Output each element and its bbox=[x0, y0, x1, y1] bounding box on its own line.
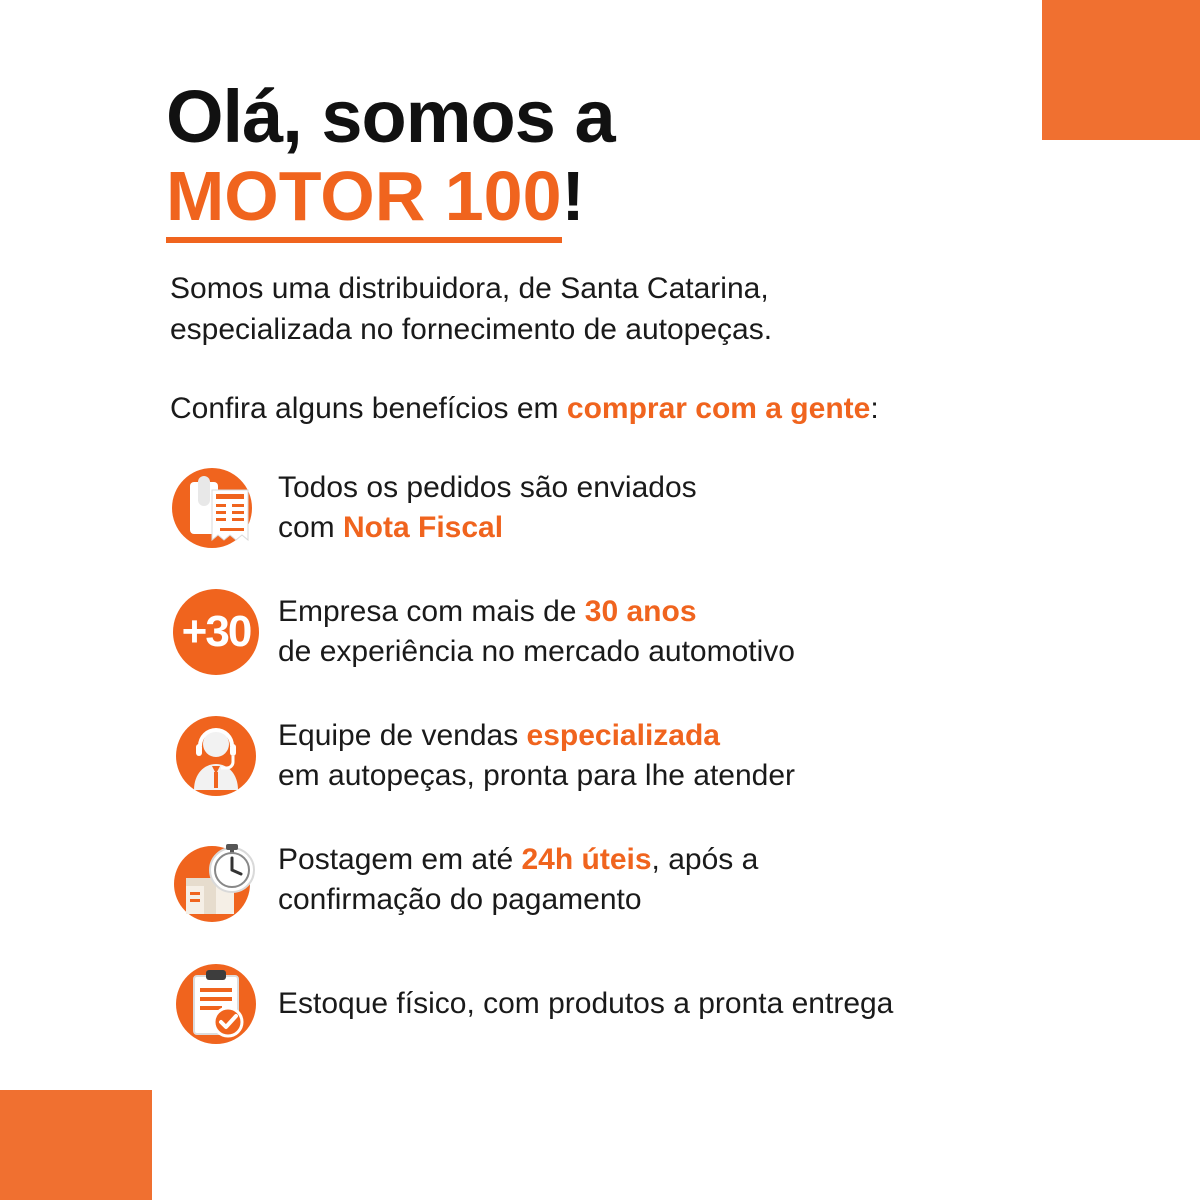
badge-circle bbox=[173, 589, 259, 675]
benefit-text bbox=[266, 984, 893, 1024]
decorative-corner-bottom-left bbox=[0, 1090, 152, 1200]
benefits-lead-prefix: Confira alguns benefícios em bbox=[170, 392, 567, 426]
headset-agent-icon bbox=[166, 708, 266, 804]
benefit-line-2: em autopeças, pronta para lhe atender bbox=[278, 759, 796, 793]
list-item bbox=[166, 584, 1096, 680]
receipt-icon bbox=[166, 460, 266, 556]
benefit-line-2-highlight: Nota Fiscal bbox=[343, 511, 504, 545]
benefit-line-1: Estoque físico, com produtos a pronta entrega bbox=[278, 987, 894, 1021]
benefit-line-1-prefix: Postagem em até bbox=[278, 843, 522, 877]
benefit-line-1-highlight: especializada bbox=[526, 719, 720, 753]
brand-exclamation: ! bbox=[561, 157, 585, 235]
benefits-lead bbox=[170, 392, 1096, 426]
page-title-line-2 bbox=[166, 157, 1096, 235]
benefit-text bbox=[266, 716, 795, 796]
benefit-line-1-highlight: 30 anos bbox=[584, 595, 697, 629]
benefit-line-1-highlight: 24h úteis bbox=[521, 843, 652, 877]
badge-label: +30 bbox=[181, 607, 251, 657]
intro-line-1: Somos uma distribuidora, de Santa Catarina, bbox=[170, 271, 769, 305]
benefit-line-2: confirmação do pagamento bbox=[278, 883, 642, 917]
benefit-text bbox=[266, 592, 795, 672]
benefit-text bbox=[266, 468, 697, 548]
benefit-line-2-prefix: com bbox=[278, 511, 344, 545]
benefit-line-1: Todos os pedidos são enviados bbox=[278, 471, 697, 505]
benefit-text bbox=[266, 840, 758, 920]
benefit-line-1-prefix: Equipe de vendas bbox=[278, 719, 527, 753]
plus-30-badge-icon bbox=[166, 589, 266, 675]
list-item bbox=[166, 460, 1096, 556]
benefit-line-1-suffix: , após a bbox=[651, 843, 759, 877]
box-stopwatch-icon bbox=[166, 832, 266, 928]
benefit-line-1-prefix: Empresa com mais de bbox=[278, 595, 585, 629]
list-item bbox=[166, 832, 1096, 928]
benefits-lead-suffix: : bbox=[870, 392, 879, 426]
brand-name: MOTOR 100 bbox=[166, 157, 562, 243]
benefits-lead-highlight: comprar com a gente bbox=[566, 392, 871, 426]
list-item bbox=[166, 708, 1096, 804]
intro-line-2: especializada no fornecimento de autopeças. bbox=[170, 312, 773, 346]
poster-content bbox=[166, 75, 1096, 1080]
benefit-line-2: de experiência no mercado automotivo bbox=[278, 635, 795, 669]
clipboard-check-icon bbox=[166, 956, 266, 1052]
page-title-line-1: Olá, somos a bbox=[166, 75, 615, 158]
intro-paragraph bbox=[170, 268, 1096, 351]
benefit-list bbox=[166, 460, 1096, 1052]
list-item bbox=[166, 956, 1096, 1052]
